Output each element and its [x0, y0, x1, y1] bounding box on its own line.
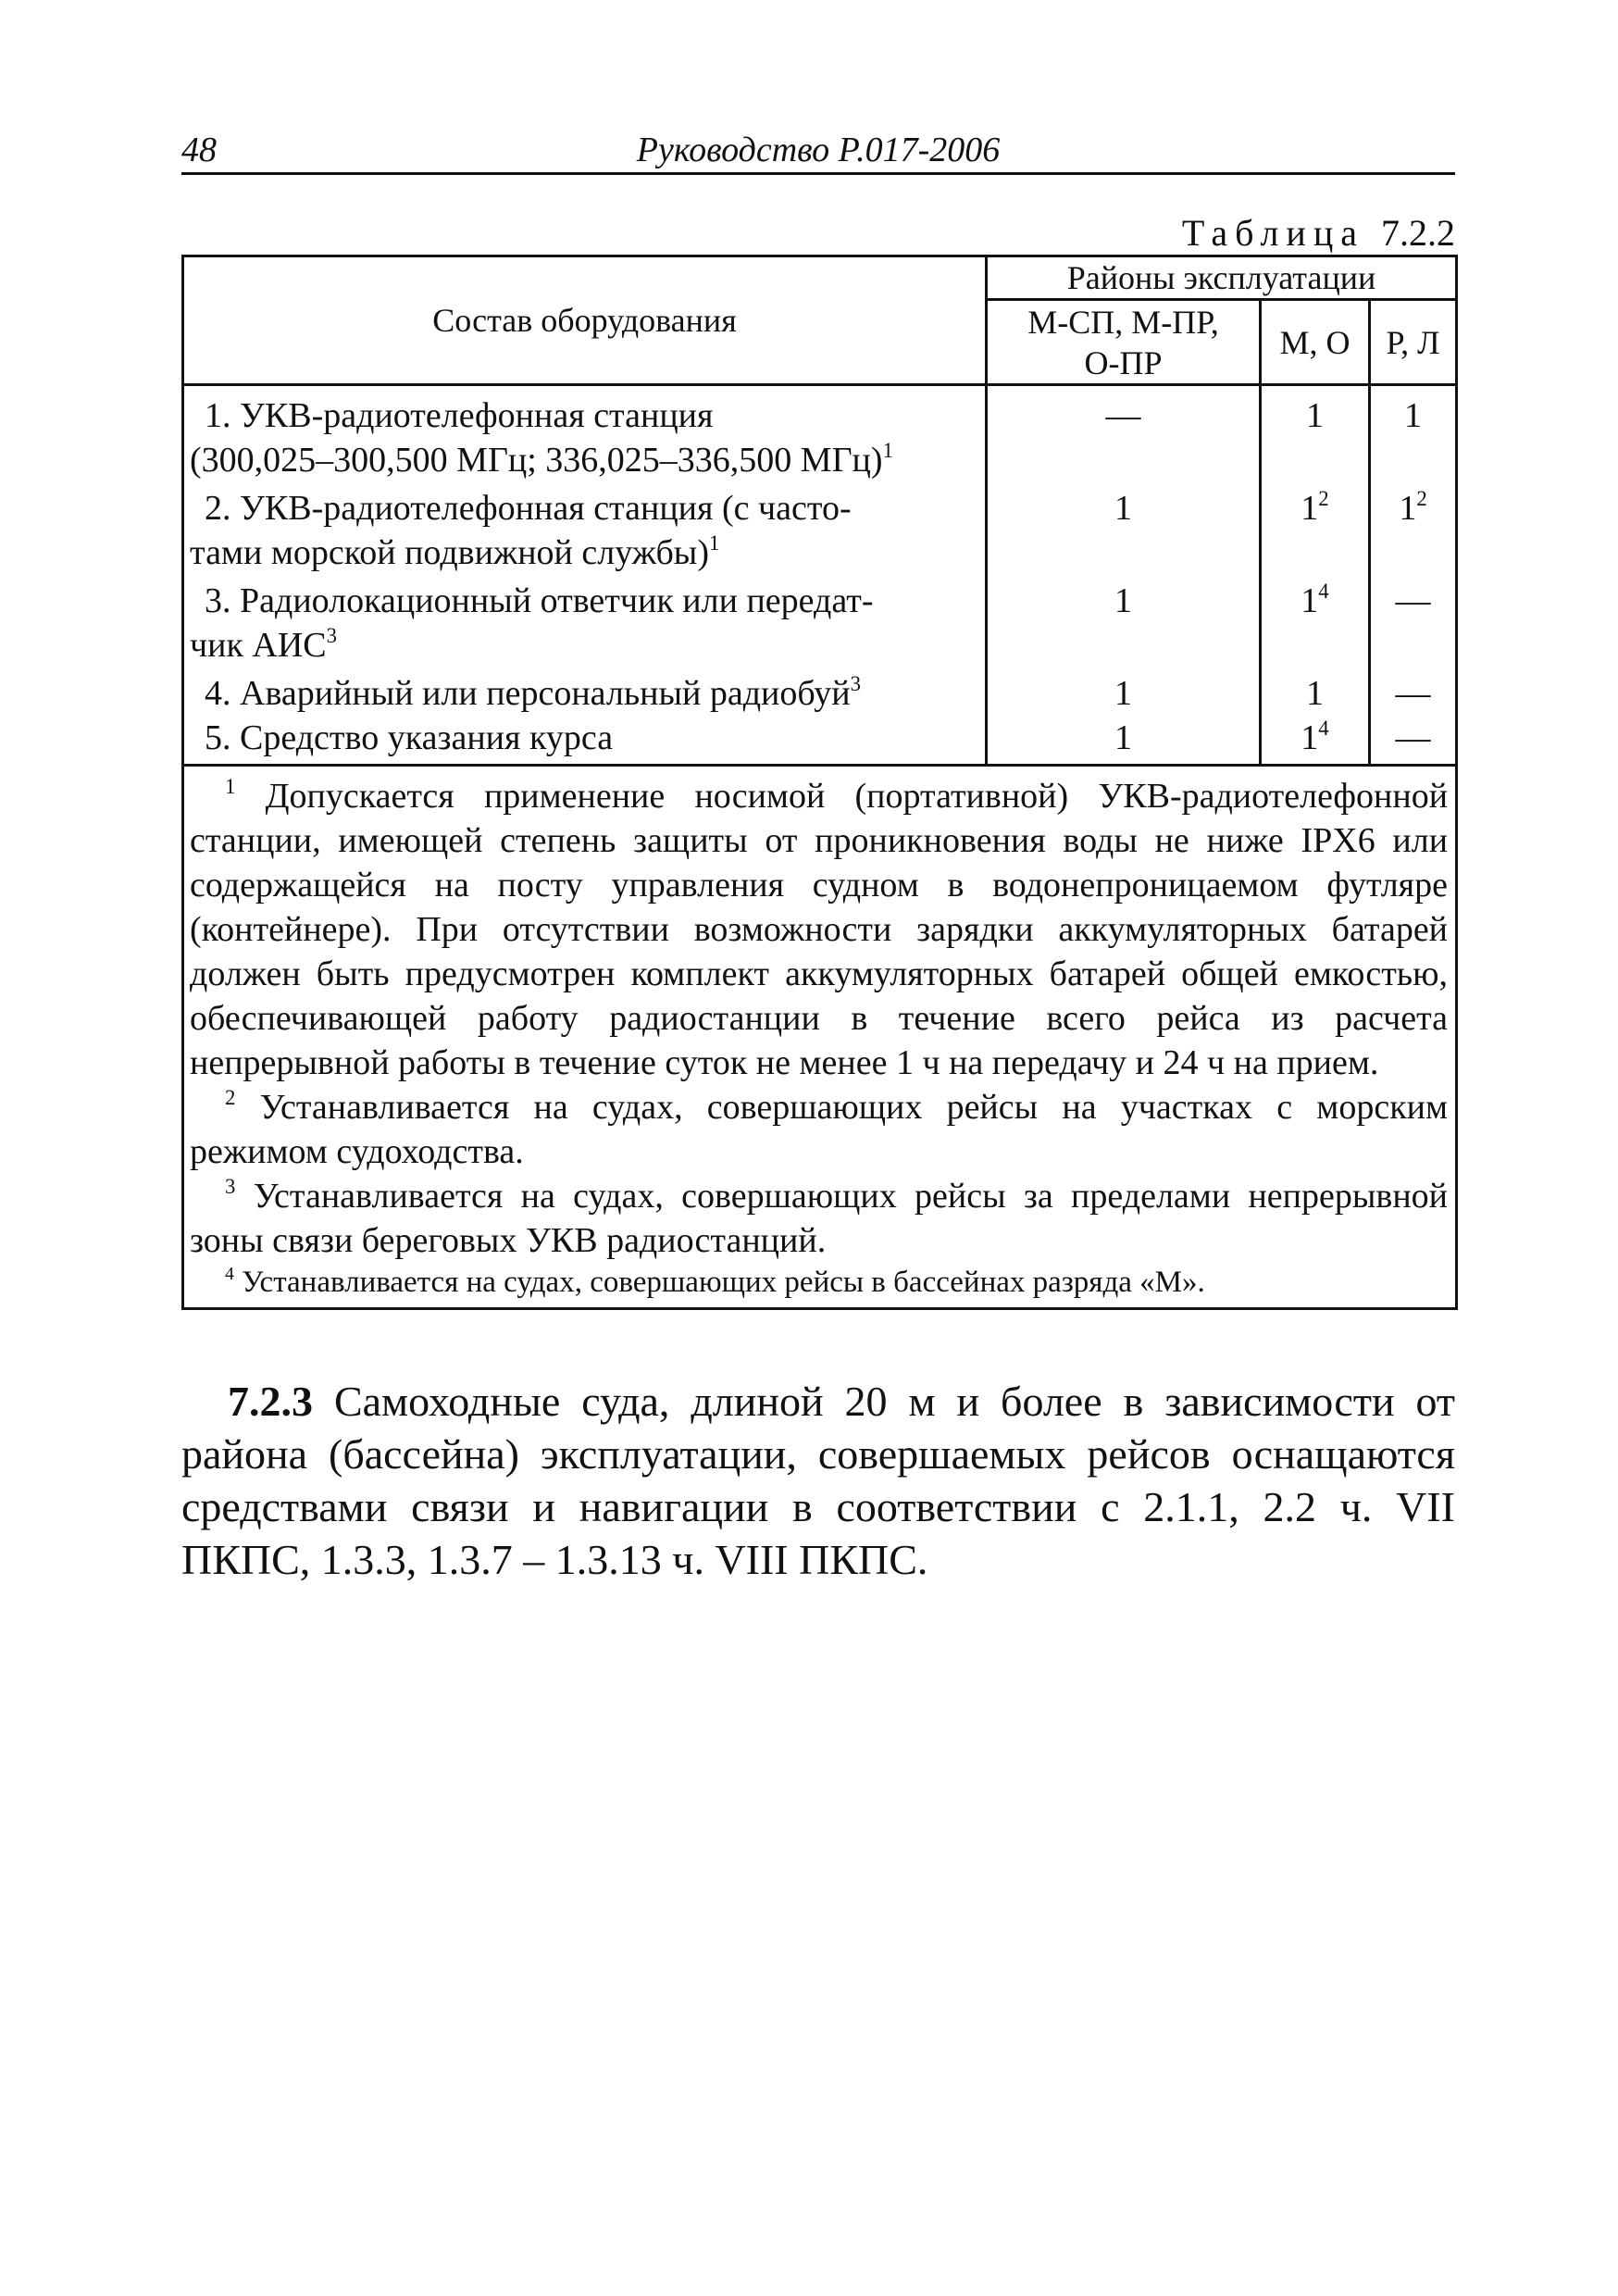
- equipment-cell: [183, 385, 987, 483]
- table-note: [190, 1085, 1448, 1174]
- value-cell: [1370, 716, 1457, 766]
- column-header-area-2: М, О: [1261, 300, 1370, 385]
- value-text: 1: [1301, 718, 1319, 757]
- equipment-line: 5. Средство указания курса: [205, 718, 614, 757]
- value-cell: [1261, 482, 1370, 575]
- value-text: 1: [1114, 674, 1132, 713]
- footnote-mark: 3: [850, 672, 862, 696]
- equipment-line: 1. УКВ-радиотелефонная станция: [205, 396, 714, 435]
- value-text: —: [1105, 396, 1141, 435]
- value-text: 1: [1399, 489, 1417, 528]
- value-cell: [987, 716, 1261, 766]
- table-note-text: Устанавливается на судах, совершающих рейсы в бассейнах разряда «М».: [242, 1266, 1205, 1299]
- equipment-line-text: 4. Аварийный или персональный радиобуй: [205, 674, 851, 713]
- value-cell: [1370, 482, 1457, 575]
- value-text: —: [1395, 581, 1431, 620]
- table-row: [183, 482, 1457, 575]
- value-text: 1: [1114, 581, 1132, 620]
- column-header-area-3: Р, Л: [1370, 300, 1457, 385]
- value-cell: [987, 668, 1261, 716]
- table-caption-word: Таблица: [1181, 212, 1364, 254]
- value-text: 1: [1306, 674, 1324, 713]
- table-notes: [183, 766, 1457, 1309]
- table-row: [183, 385, 1457, 483]
- value-cell: [987, 385, 1261, 483]
- value-cell: [1261, 716, 1370, 766]
- equipment-cell: [183, 575, 987, 668]
- equipment-line: [190, 671, 977, 716]
- table-note: [190, 1174, 1448, 1263]
- body-paragraph: [181, 1375, 1455, 1586]
- value-cell: [1261, 575, 1370, 668]
- table-notes-row: [183, 766, 1457, 1309]
- table-row: [183, 716, 1457, 766]
- equipment-line-continued: [190, 530, 977, 575]
- footnote-mark: 2: [1416, 487, 1427, 511]
- value-cell: [1261, 668, 1370, 716]
- footnote-mark: 2: [1318, 487, 1329, 511]
- equipment-line-continued: [190, 623, 977, 668]
- page-number: 48: [181, 131, 217, 169]
- paragraph-text: Самоходные суда, длиной 20 м и более в зависимости от района (бассейна) эксплуатации, совершаемых рейсов оснащаются средствами связи и навигации в соответствии с 2.1.1, 2.2 ч. VII ПКПС, 1.3.3, 1.3.7 – 1.3.13 ч. VIII ПКПС.: [181, 1378, 1456, 1583]
- table-note: [190, 1263, 1448, 1302]
- equipment-cell: [183, 716, 987, 766]
- footnote-mark: 2: [225, 1086, 236, 1110]
- footnote-mark: 4: [1318, 717, 1329, 741]
- column-group-header-areas: Районы эксплуатации: [987, 256, 1457, 300]
- equipment-table: [181, 255, 1458, 1310]
- page-header: [181, 130, 1455, 175]
- equipment-line-text: чик АИС: [190, 626, 327, 665]
- equipment-cell: [183, 668, 987, 716]
- value-cell: [987, 482, 1261, 575]
- equipment-line-text: (300,025–300,500 МГц; 336,025–336,500 МГц): [190, 441, 883, 480]
- footnote-mark: 1: [708, 531, 720, 555]
- value-text: —: [1395, 674, 1431, 713]
- equipment-line: 2. УКВ-радиотелефонная станция (с часто-: [205, 489, 852, 528]
- table-row: [183, 668, 1457, 716]
- value-text: 1: [1404, 396, 1423, 435]
- value-cell: [1370, 385, 1457, 483]
- column-header-area-1: М-СП, М-ПР, О-ПР: [987, 300, 1261, 385]
- table-note: [190, 774, 1448, 1085]
- value-cell: [1261, 385, 1370, 483]
- footnote-mark: 1: [225, 775, 236, 799]
- equipment-line-continued: [190, 438, 977, 482]
- running-title: Руководство Р.017-2006: [636, 131, 1001, 169]
- footnote-mark: 4: [225, 1264, 234, 1285]
- footnote-mark: 3: [326, 624, 338, 648]
- value-text: 1: [1306, 396, 1324, 435]
- footnote-mark: 3: [225, 1175, 236, 1199]
- value-cell: [1370, 668, 1457, 716]
- paragraph-number: 7.2.3: [228, 1378, 313, 1425]
- table-caption-number: 7.2.2: [1381, 212, 1455, 254]
- value-text: —: [1395, 718, 1431, 757]
- footnote-mark: 1: [882, 439, 893, 463]
- value-text: 1: [1301, 581, 1319, 620]
- equipment-line: 3. Радиолокационный ответчик или передат-: [205, 581, 874, 620]
- equipment-line-text: тами морской подвижной службы): [190, 533, 709, 572]
- equipment-cell: [183, 482, 987, 575]
- table-note-text: Допускается применение носимой (портативной) УКВ-радиотелефонной станции, имеющей степень защиты от проникновения воды не ниже IPX6 или содержащейся на посту управления судном в водонепроницаемом футляре (контейнере). При отсутствии возможности зарядки аккумуляторных батарей должен быть предусмотрен комплект аккумуляторных батарей общей емкостью, обеспечивающей работу радиостанции в течение всего рейса из расчета непрерывной работы в течение суток не менее 1 ч на передачу и 24 ч на прием.: [190, 777, 1449, 1082]
- footnote-mark: 4: [1318, 580, 1329, 604]
- table-caption: [1018, 211, 1455, 255]
- value-text: 1: [1114, 718, 1132, 757]
- table-row: [183, 575, 1457, 668]
- table-note-text: Устанавливается на судах, совершающих рейсы за пределами непрерывной зоны связи береговых УКВ радиостанций.: [190, 1177, 1449, 1260]
- value-text: 1: [1301, 489, 1319, 528]
- value-text: 1: [1114, 489, 1132, 528]
- value-cell: [987, 575, 1261, 668]
- table-note-text: Устанавливается на судах, совершающих рейсы на участках с морским режимом судоходства.: [190, 1088, 1449, 1171]
- value-cell: [1370, 575, 1457, 668]
- column-header-equipment: Состав оборудования: [183, 256, 987, 385]
